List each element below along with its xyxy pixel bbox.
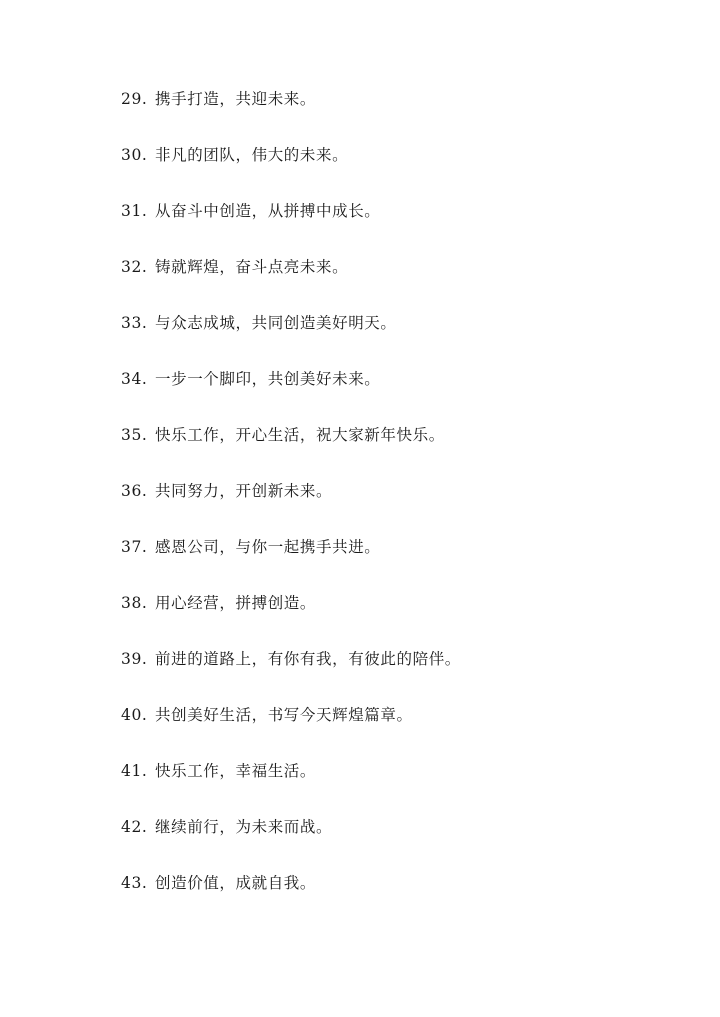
item-text: 用心经营，拼搏创造。 (155, 594, 317, 612)
item-text: 快乐工作，开心生活，祝大家新年快乐。 (155, 426, 445, 444)
item-number: 38. (121, 594, 148, 612)
list-item (121, 871, 461, 927)
list-item (121, 535, 461, 591)
item-text: 共创美好生活，书写今天辉煌篇章。 (155, 706, 413, 724)
item-number: 40. (121, 706, 148, 724)
list-item (121, 591, 461, 647)
list-item (121, 311, 461, 367)
item-number: 36. (121, 482, 148, 500)
item-number: 41. (121, 762, 148, 780)
list-item (121, 703, 461, 759)
item-text: 一步一个脚印，共创美好未来。 (155, 370, 381, 388)
list-item (121, 479, 461, 535)
item-text: 铸就辉煌，奋斗点亮未来。 (155, 258, 349, 276)
item-text: 与众志成城，共同创造美好明天。 (155, 314, 397, 332)
list-item (121, 143, 461, 199)
item-text: 非凡的团队，伟大的未来。 (155, 146, 349, 164)
item-text: 共同努力，开创新未来。 (155, 482, 333, 500)
item-number: 34. (121, 370, 148, 388)
list-item (121, 87, 461, 143)
item-number: 32. (121, 258, 148, 276)
list-item (121, 367, 461, 423)
item-text: 继续前行，为未来而战。 (155, 818, 333, 836)
list-item (121, 647, 461, 703)
item-text: 快乐工作，幸福生活。 (155, 762, 317, 780)
item-number: 39. (121, 650, 148, 668)
list-item (121, 759, 461, 815)
item-number: 30. (121, 146, 148, 164)
item-number: 31. (121, 202, 148, 220)
item-text: 前进的道路上，有你有我，有彼此的陪伴。 (155, 650, 461, 668)
list-item (121, 815, 461, 871)
list-item (121, 255, 461, 311)
item-text: 携手打造，共迎未来。 (155, 90, 317, 108)
item-number: 43. (121, 874, 148, 892)
slogan-list (121, 87, 461, 927)
item-text: 感恩公司，与你一起携手共进。 (155, 538, 381, 556)
list-item (121, 423, 461, 479)
item-number: 33. (121, 314, 148, 332)
item-text: 创造价值，成就自我。 (155, 874, 317, 892)
item-number: 42. (121, 818, 148, 836)
list-item (121, 199, 461, 255)
item-number: 35. (121, 426, 148, 444)
item-text: 从奋斗中创造，从拼搏中成长。 (155, 202, 381, 220)
item-number: 37. (121, 538, 148, 556)
item-number: 29. (121, 90, 148, 108)
